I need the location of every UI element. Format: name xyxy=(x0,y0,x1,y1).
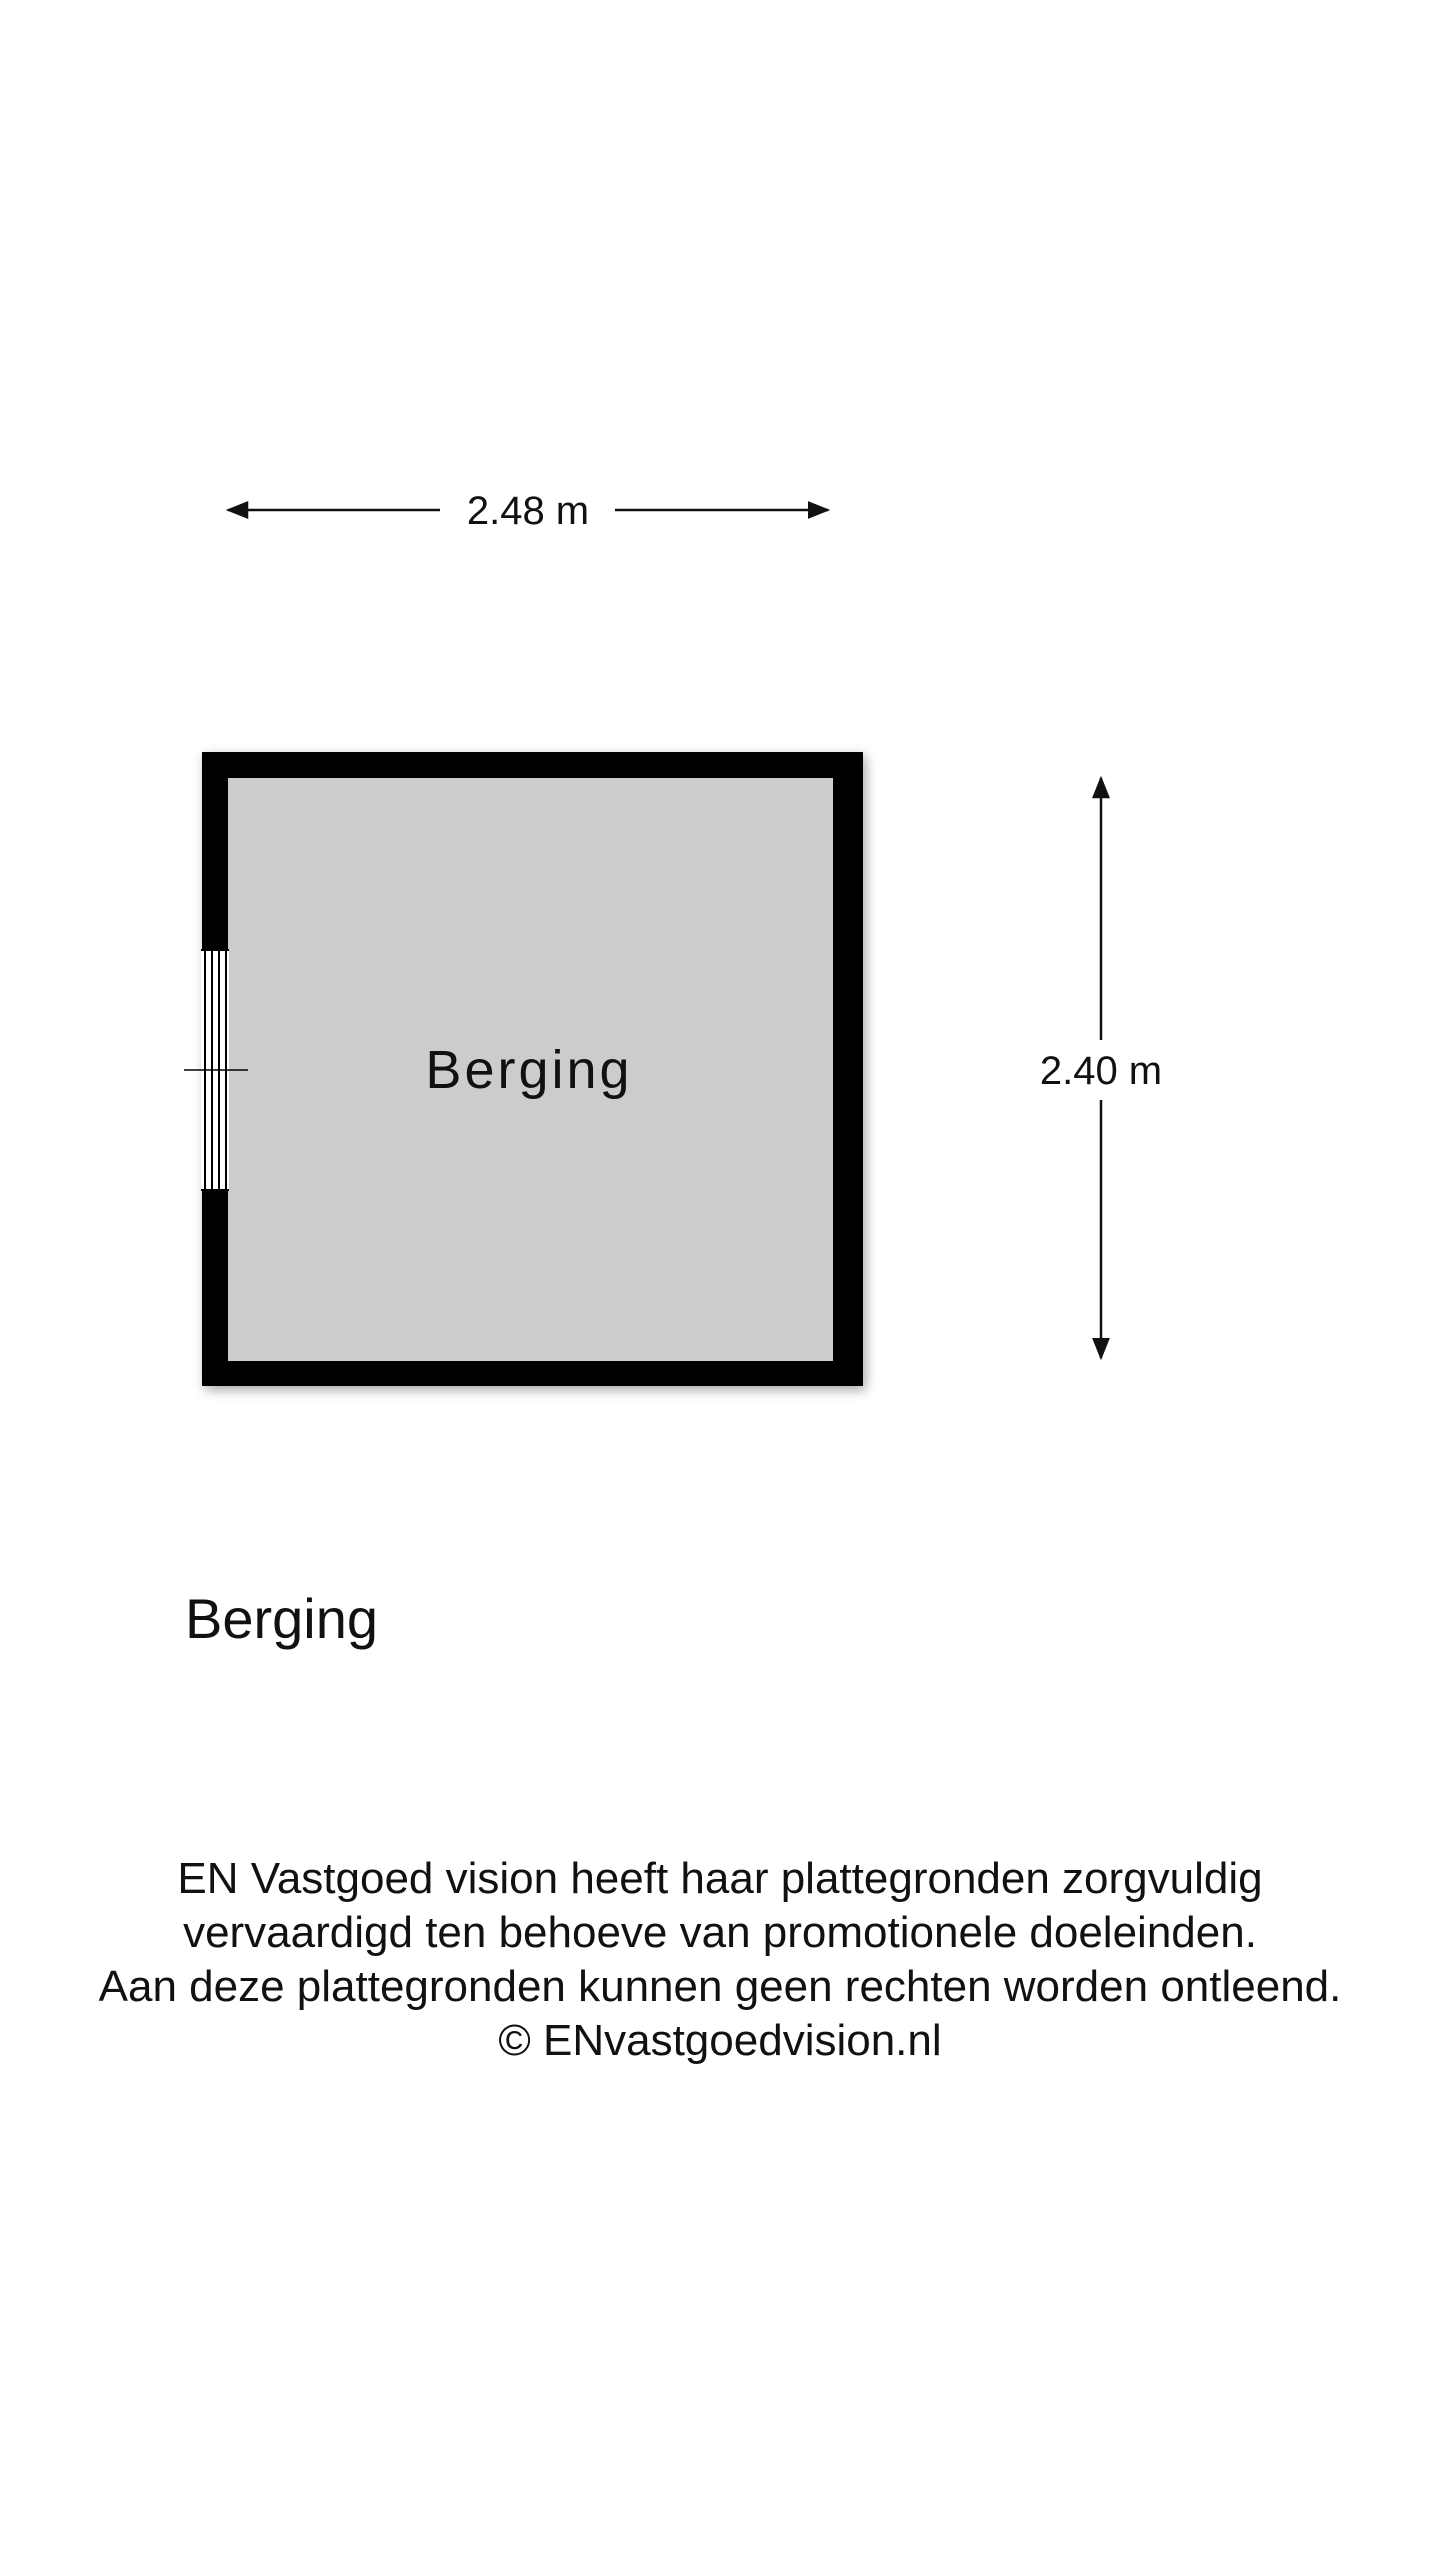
disclaimer-text xyxy=(0,1852,1440,2068)
width-dimension xyxy=(228,489,828,533)
floor-title: Berging xyxy=(185,1587,379,1650)
width-dimension-label: 2.48 m xyxy=(466,489,590,533)
copyright-line: © ENvastgoedvision.nl xyxy=(498,2016,942,2065)
room-label: Berging xyxy=(425,1040,633,1100)
height-dimension xyxy=(1040,778,1162,1358)
disclaimer-line: Aan deze plattegronden kunnen geen rechten worden ontleend. xyxy=(98,1962,1342,2011)
disclaimer-line: EN Vastgoed vision heeft haar plattegronden zorgvuldig xyxy=(177,1854,1263,1903)
disclaimer-line: vervaardigd ten behoeve van promotionele doeleinden. xyxy=(183,1908,1257,1957)
height-dimension-label: 2.40 m xyxy=(1039,1049,1163,1093)
